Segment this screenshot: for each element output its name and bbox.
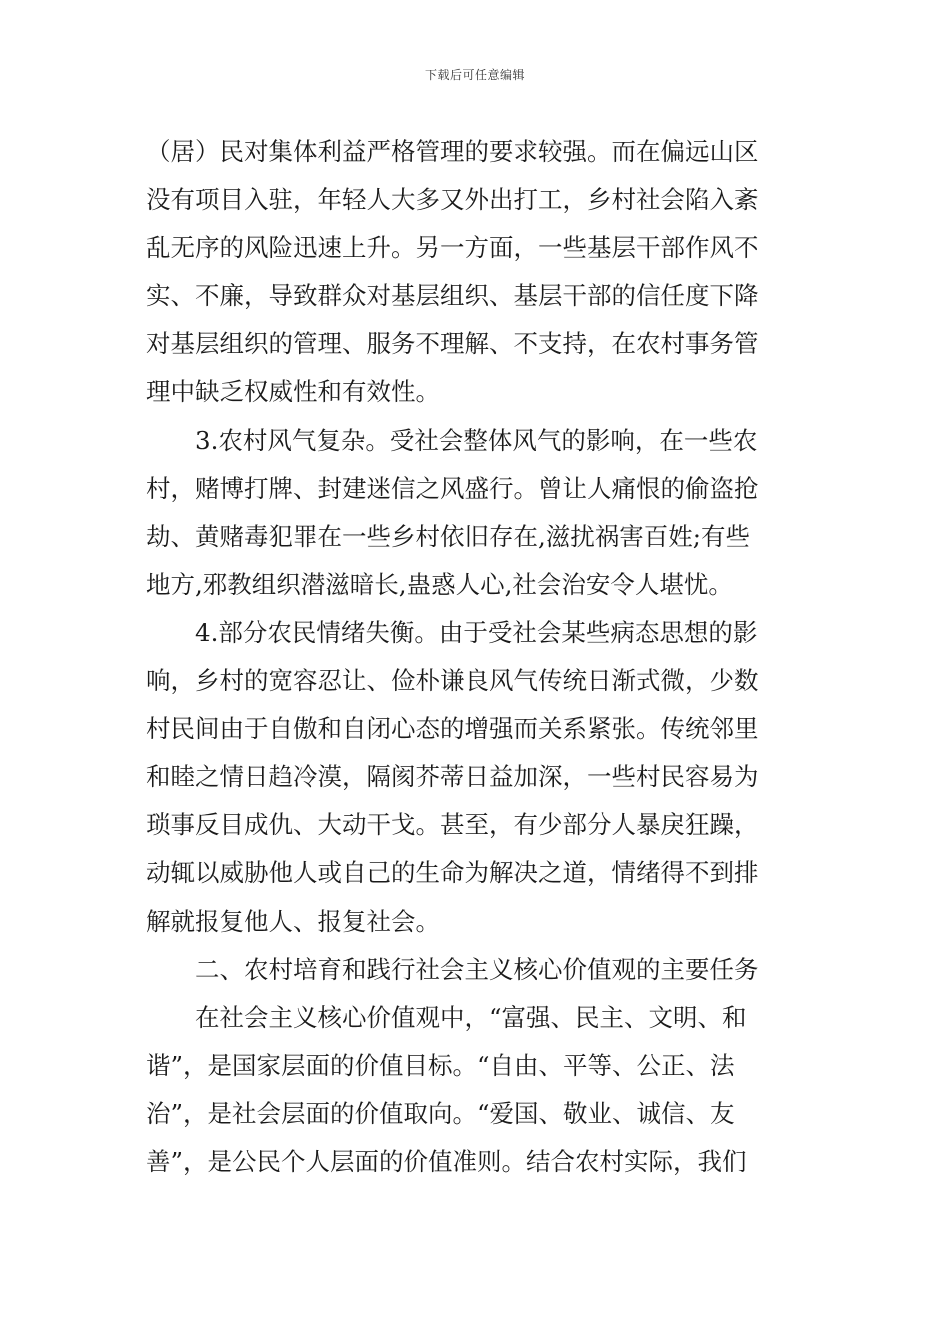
text-line: 琐事反目成仇、大动干戈。甚至，有少部分人暴戾狂躁， xyxy=(146,810,759,840)
paragraph-start-line: 3.农村风气复杂。受社会整体风气的影响，在一些农 xyxy=(195,425,758,455)
document-body xyxy=(146,128,810,1186)
text-line: 响，乡村的宽容忍让、俭朴谦良风气传统日渐式微，少数 xyxy=(146,666,759,696)
text-line: 和睦之情日趋冷漠，隔阂芥蒂日益加深，一些村民容易为 xyxy=(146,762,759,792)
text-line: 村民间由于自傲和自闭心态的增强而关系紧张。传统邻里 xyxy=(146,714,759,744)
section-heading: 二、农村培育和践行社会主义核心价值观的主要任务 xyxy=(195,954,759,984)
text-line: 解就报复他人、报复社会。 xyxy=(146,906,440,936)
text-line: 地方,邪教组织潜滋暗长,蛊惑人心,社会治安令人堪忧。 xyxy=(146,569,733,599)
paragraph-start-line: 在社会主义核心价值观中，“富强、民主、文明、和 xyxy=(195,1002,747,1032)
paragraph-start-line: 4.部分农民情绪失衡。由于受社会某些病态思想的影 xyxy=(195,617,758,647)
text-line: （居）民对集体利益严格管理的要求较强。而在偏远山区 xyxy=(146,137,759,166)
text-line: 实、不廉，导致群众对基层组织、基层干部的信任度下降 xyxy=(146,281,759,311)
text-line: 劫、黄赌毒犯罪在一些乡村依旧存在,滋扰祸害百姓;有些 xyxy=(146,521,751,551)
page-header-note: 下载后可任意编辑 xyxy=(424,68,525,82)
text-line: 治”，是社会层面的价值取向。“爱国、敬业、诚信、友 xyxy=(146,1098,735,1128)
text-line: 理中缺乏权威性和有效性。 xyxy=(146,377,440,407)
text-line: 乱无序的风险迅速上升。另一方面，一些基层干部作风不 xyxy=(146,233,759,263)
text-line: 村，赌博打牌、封建迷信之风盛行。曾让人痛恨的偷盗抢 xyxy=(146,473,759,503)
text-line: 没有项目入驻，年轻人大多又外出打工，乡村社会陷入紊 xyxy=(146,185,759,215)
text-line: 谐”，是国家层面的价值目标。“自由、平等、公正、法 xyxy=(146,1050,735,1080)
text-line: 动辄以威胁他人或自己的生命为解决之道，情绪得不到排 xyxy=(146,858,759,888)
text-line: 善”，是公民个人层面的价值准则。结合农村实际，我们 xyxy=(146,1146,747,1176)
text-line: 对基层组织的管理、服务不理解、不支持，在农村事务管 xyxy=(146,329,759,359)
